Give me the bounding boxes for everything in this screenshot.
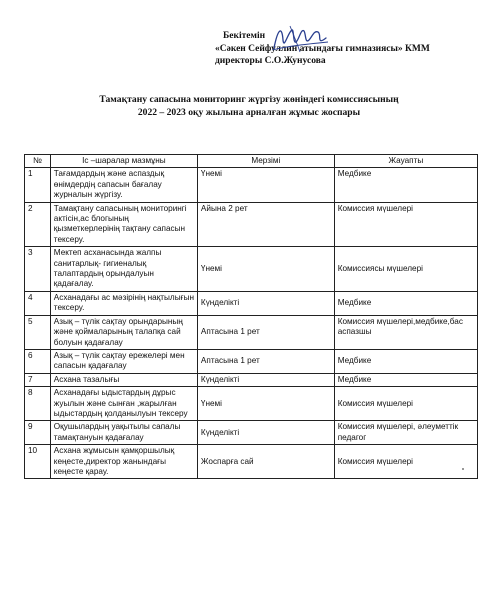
header-responsible: Жауапты <box>334 155 477 168</box>
row-deadline: Аптасына 1 рет <box>197 315 334 349</box>
row-responsible: Медбике <box>334 291 477 315</box>
row-activity: Асханадағы ас мәзірінің нақтылығын тексеру. <box>50 291 197 315</box>
row-activity: Асханадағы ыдыстардың дұрыс жуылын және сынған ,жарылған ыдыстардың қолданылуын тексеру <box>50 387 197 421</box>
table-row <box>25 291 478 315</box>
row-responsible: Комиссия мүшелері, әлеуметтік педагог <box>334 421 477 445</box>
table-row <box>25 445 478 479</box>
row-number: 6 <box>25 349 51 373</box>
approval-line-2: «Сәкен Сейфуллин атындағы гимназиясы» КММ <box>215 43 430 54</box>
row-deadline: Жоспарға сай <box>197 445 334 479</box>
title-line-1: Тамақтану сапасына мониторинг жүргізу жөніндегі комиссиясының <box>99 94 399 105</box>
table-row <box>25 247 478 292</box>
row-responsible: Комиссия мүшелері,медбике,бас аспазшы <box>334 315 477 349</box>
row-number: 5 <box>25 315 51 349</box>
row-deadline: Күнделікті <box>197 291 334 315</box>
row-responsible: Комиссиясы мүшелері <box>334 247 477 292</box>
row-activity: Азық – түлік сақтау ережелері мен сапасын қадағалау <box>50 349 197 373</box>
row-activity: Асхана жұмысын қамқоршылық кеңесте,директор жанындағы кеңесте қарау. <box>50 445 197 479</box>
row-responsible: Медбике <box>334 168 477 202</box>
row-number: 9 <box>25 421 51 445</box>
row-responsible: Медбике <box>334 349 477 373</box>
header-activity: Іс –шаралар мазмұны <box>50 155 197 168</box>
title-line-2: 2022 – 2023 оқу жылына арналған жұмыс жоспары <box>137 107 361 118</box>
row-deadline: Күнделікті <box>197 373 334 386</box>
row-activity: Азық – түлік сақтау орындарының және қоймаларының талапқа сай болуын қадағалау <box>50 315 197 349</box>
row-deadline: Үнемі <box>197 247 334 292</box>
row-deadline: Айына 2 рет <box>197 202 334 247</box>
page-dot-mark <box>462 468 464 470</box>
table-row <box>25 387 478 421</box>
table-row <box>25 202 478 247</box>
row-number: 2 <box>25 202 51 247</box>
row-responsible: Комиссия мүшелері <box>334 445 477 479</box>
document-title <box>0 93 498 119</box>
row-responsible: Медбике <box>334 373 477 386</box>
row-activity: Оқушылардың уақытылы сапалы тамақтануын қадағалау <box>50 421 197 445</box>
table-row <box>25 168 478 202</box>
work-plan-table <box>24 154 478 479</box>
row-activity: Тағамдардың және аспаздық өнімдердің сапасын бағалау журналын жүргізу. <box>50 168 197 202</box>
row-number: 1 <box>25 168 51 202</box>
row-number: 4 <box>25 291 51 315</box>
row-responsible: Комиссия мүшелері <box>334 387 477 421</box>
table-row <box>25 421 478 445</box>
table-row <box>25 349 478 373</box>
row-deadline: Күнделікті <box>197 421 334 445</box>
header-deadline: Мерзімі <box>197 155 334 168</box>
row-activity: Мектеп асханасында жалпы санитарлық- гигиеналық талаптардың орындалуын қадағалау. <box>50 247 197 292</box>
approval-block <box>215 30 485 68</box>
approval-line-1: Бекітемін <box>223 31 266 41</box>
row-deadline: Үнемі <box>197 387 334 421</box>
row-number: 7 <box>25 373 51 386</box>
row-number: 3 <box>25 247 51 292</box>
table-header-row <box>25 155 478 168</box>
table-row <box>25 373 478 386</box>
table-row <box>25 315 478 349</box>
row-activity: Асхана тазалығы <box>50 373 197 386</box>
header-number: № <box>25 155 51 168</box>
approval-line-3: директоры С.О.Жунусова <box>215 56 326 66</box>
row-deadline: Аптасына 1 рет <box>197 349 334 373</box>
row-number: 8 <box>25 387 51 421</box>
row-deadline: Үнемі <box>197 168 334 202</box>
row-activity: Тамақтану сапасының мониторингі актісін,ас блогының қызметкерлерінің тақтану сапасын тексеру. <box>50 202 197 247</box>
row-number: 10 <box>25 445 51 479</box>
row-responsible: Комиссия мүшелері <box>334 202 477 247</box>
